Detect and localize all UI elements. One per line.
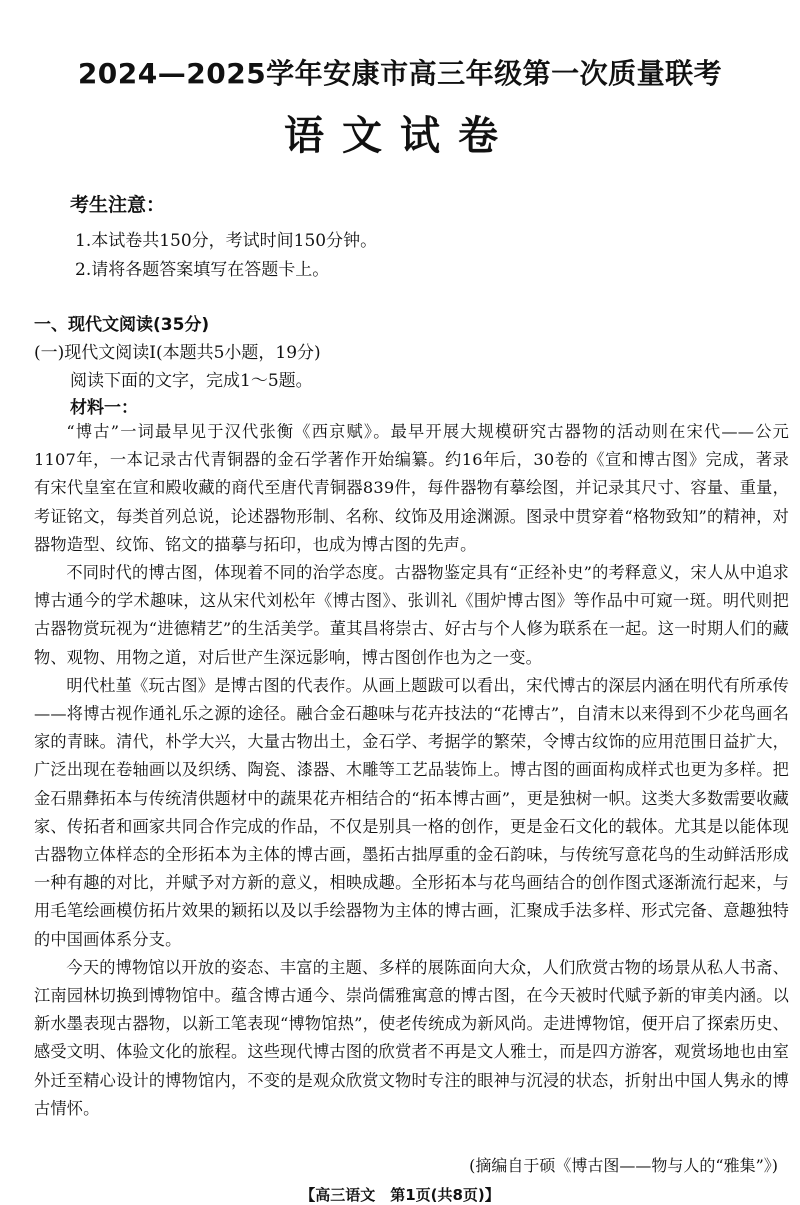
reading-instruction: 阅读下面的文字，完成1～5题。 bbox=[70, 371, 313, 391]
page-footer: 【高三语文 第1页(共8页)】 bbox=[300, 1186, 500, 1204]
passage-paragraph-4: 今天的博物馆以开放的姿态、丰富的主题、多样的展陈面向大众，人们欣赏古物的场景从私人书斋、江南园林切换到博物馆中。蕴含博古通今、崇尚儒雅寓意的博古图，在今天被时代赋予新的审美内涵。以新水墨表现古器物，以新工笔表现“博物馆热”，使老传统成为新风尚。走进博物馆，便开启了探索历史、感受文明、体验文化的旅程。这些现代博古图的欣赏者不再是文人雅士，而是四方游客，观赏场地也由室外迁至精心设计的博物馆内，不变的是观众欣赏文物时专注的眼神与沉浸的状态，折射出中国人隽永的博古情怀。 bbox=[34, 957, 789, 1118]
passage-source: (摘编自于硕《博古图——物与人的“雅集”》) bbox=[469, 1156, 778, 1175]
subject-title: 语文试卷 bbox=[284, 113, 516, 159]
notice-heading: 考生注意： bbox=[70, 194, 166, 216]
passage-paragraph-2: 不同时代的博古图，体现着不同的治学态度。古器物鉴定具有“正经补史”的考释意义，宋人从中追求博古通今的学术趣味，这从宋代刘松年《博古图》、张训礼《围炉博古图》等作品中可窥一斑。明代则把古器物赏玩视为“进德精艺”的生活美学。董其昌将崇古、好古与个人修为联系在一起。这一时期人们的藏物、观物、用物之道，对后世产生深远影响，博古图创作也为之一变。 bbox=[34, 563, 789, 667]
notice-item-1: 1.本试卷共150分，考试时间150分钟。 bbox=[75, 231, 378, 251]
passage-paragraph-3: 明代杜堇《玩古图》是博古图的代表作。从画上题跋可以看出，宋代博古的深层内涵在明代有所承传——将博古视作通礼乐之源的途径。融合金石趣味与花卉技法的“花博古”，自清末以来得到不少花鸟画名家的青睐。清代，朴学大兴，大量古物出土，金石学、考据学的繁荣，令博古纹饰的应用范围日益扩大，广泛出现在卷轴画以及织绣、陶瓷、漆器、木雕等工艺品装饰上。博古图的画面构成样式也更为多样。把金石鼎彝拓本与传统清供题材中的蔬果花卉相结合的“拓本博古画”，更是独树一帜。这类大多数需要收藏家、传拓者和画家共同合作完成的作品，不仅是别具一格的创作，更是金石文化的载体。尤其是以能体现古器物立体样态的全形拓本为主体的博古画，墨拓古拙厚重的金石韵味，与传统写意花鸟的生动鲜活形成一种有趣的对比，并赋予对方新的意义，相映成趣。全形拓本与花鸟画结合的创作图式逐渐流行起来，与用毛笔绘画模仿拓片效果的颖拓以及以手绘器物为主体的博古画，汇聚成手法多样、形式完备、意趣独特的中国画体系分支。 bbox=[34, 675, 789, 949]
exam-title: 2024—2025学年安康市高三年级第一次质量联考 bbox=[77, 57, 723, 90]
passage-paragraph-1: “博古”一词最早见于汉代张衡《西京赋》。最早开展大规模研究古器物的活动则在宋代——公元1107年，一本记录古代青铜器的金石学著作开始编纂。约16年后，30卷的《宣和博古图》完成，著录有宋代皇室在宣和殿收藏的商代至唐代青铜器839件，每件器物有摹绘图，并记录其尺寸、容量、重量，考证铭文，每类首列总说，论述器物形制、名称、纹饰及用途渊源。图录中贯穿着“格物致知”的精神，对器物造型、纹饰、铭文的描摹与拓印，也成为博古图的先声。 bbox=[34, 422, 789, 554]
notice-item-2: 2.请将各题答案填写在答题卡上。 bbox=[75, 260, 330, 280]
section-heading: 一、现代文阅读(35分) bbox=[34, 315, 210, 335]
material-label: 材料一： bbox=[70, 398, 138, 418]
section-subheading: (一)现代文阅读Ⅰ(本题共5小题，19分) bbox=[34, 343, 321, 363]
passage-body bbox=[34, 418, 789, 1123]
